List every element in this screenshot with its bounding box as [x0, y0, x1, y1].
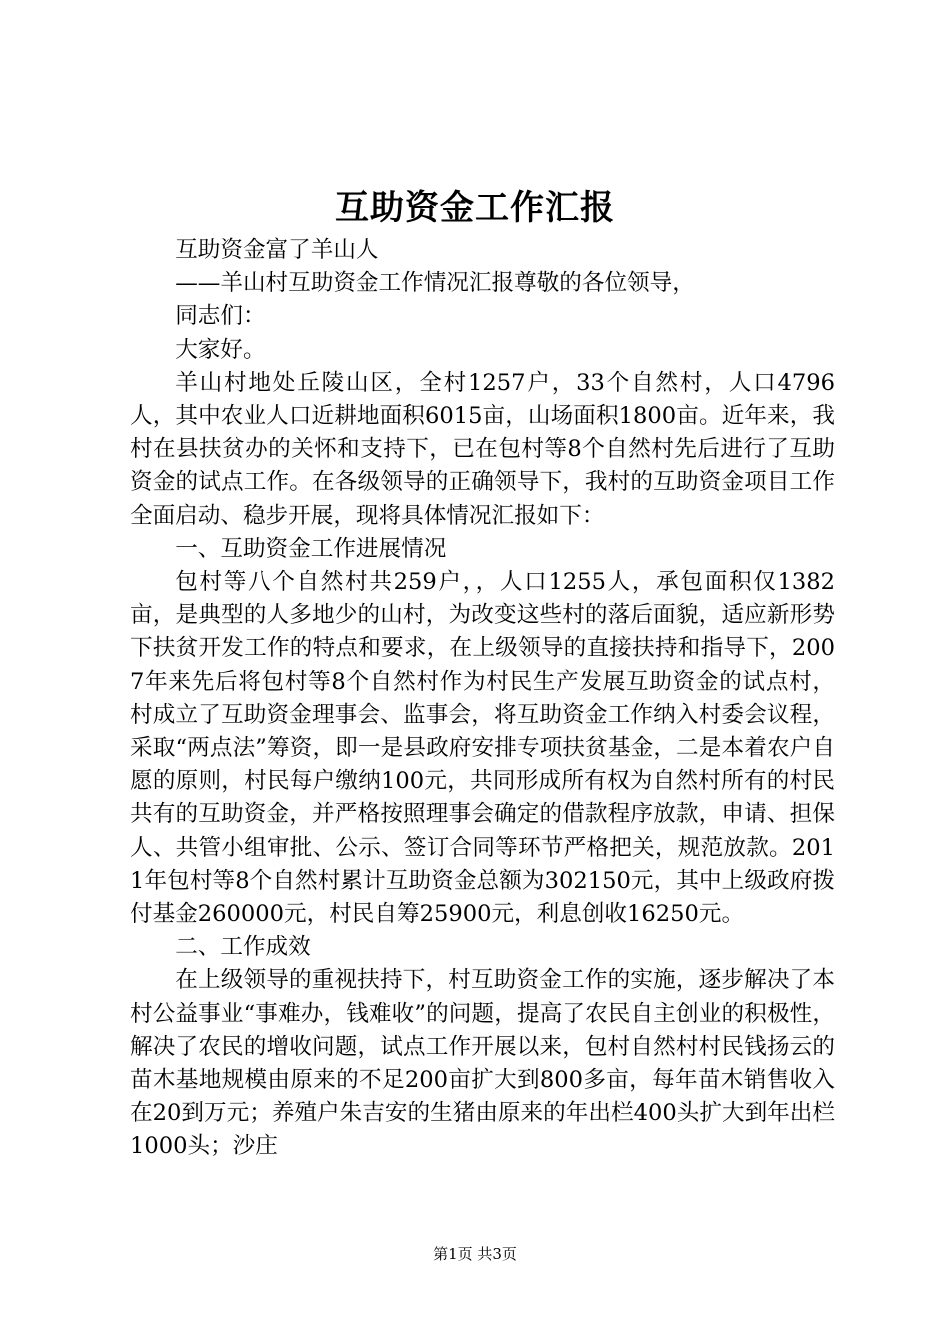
body-paragraph: 包村等八个自然村共259户，，人口1255人，承包面积仅1382亩，是典型的人多地少的山村，为改变这些村的落后面貌，适应新形势下扶贫开发工作的特点和要求，在上级领导的直接扶持和指导下，2007年来先后将包村等8个自然村作为村民生产发展互助资金的试点村，村成立了互助资金理事会、监事会，将互助资金工作纳入村委会议程，采取“两点法”筹资，即一是县政府安排专项扶贫基金，二是本着农户自愿的原则，村民每户缴纳100元，共同形成所有权为自然村所有的村民共有的互助资金，并严格按照理事会确定的借款程序放款，申请、担保人、共管小组审批、公示、签订合同等环节严格把关，规范放款。2011年包村等8个自然村累计互助资金总额为302150元，其中上级政府拨付基金260000元，村民自筹25900元，利息创收16250元。 — [130, 569, 835, 928]
document-title: 互助资金工作汇报 — [335, 188, 615, 228]
salutation-line: 同志们： — [175, 303, 266, 330]
body-paragraph: 在上级领导的重视扶持下，村互助资金工作的实施，逐步解决了本村公益事业“事难办，钱难收”的问题，提高了农民自主创业的积极性，解决了农民的增收问题，试点工作开展以来，包村自然村村民钱扬云的苗木基地规模由原来的不足200亩扩大到800多亩，每年苗木销售收入在20到万元；养殖户朱吉安的生猪由原来的年出栏400头扩大到年出栏1000头；沙庄 — [130, 967, 835, 1160]
section-heading: 二、工作成效 — [175, 934, 311, 961]
section-heading: 一、互助资金工作进展情况 — [175, 535, 447, 562]
page-footer: 第1页 共3页 — [433, 1245, 517, 1263]
document-body — [130, 234, 835, 1164]
greeting-line: 大家好。 — [175, 336, 266, 363]
subtitle-line: ——羊山村互助资金工作情况汇报尊敬的各位领导， — [175, 270, 695, 297]
subtitle-line: 互助资金富了羊山人 — [175, 237, 379, 263]
body-paragraph: 羊山村地处丘陵山区，全村1257户，33个自然村，人口4796人，其中农业人口近耕地面积6015亩，山场面积1800亩。近年来，我村在县扶贫办的关怀和支持下，已在包村等8个自然村先后进行了互助资金的试点工作。在各级领导的正确领导下，我村的互助资金项目工作全面启动、稳步开展，现将具体情况汇报如下： — [130, 369, 835, 529]
